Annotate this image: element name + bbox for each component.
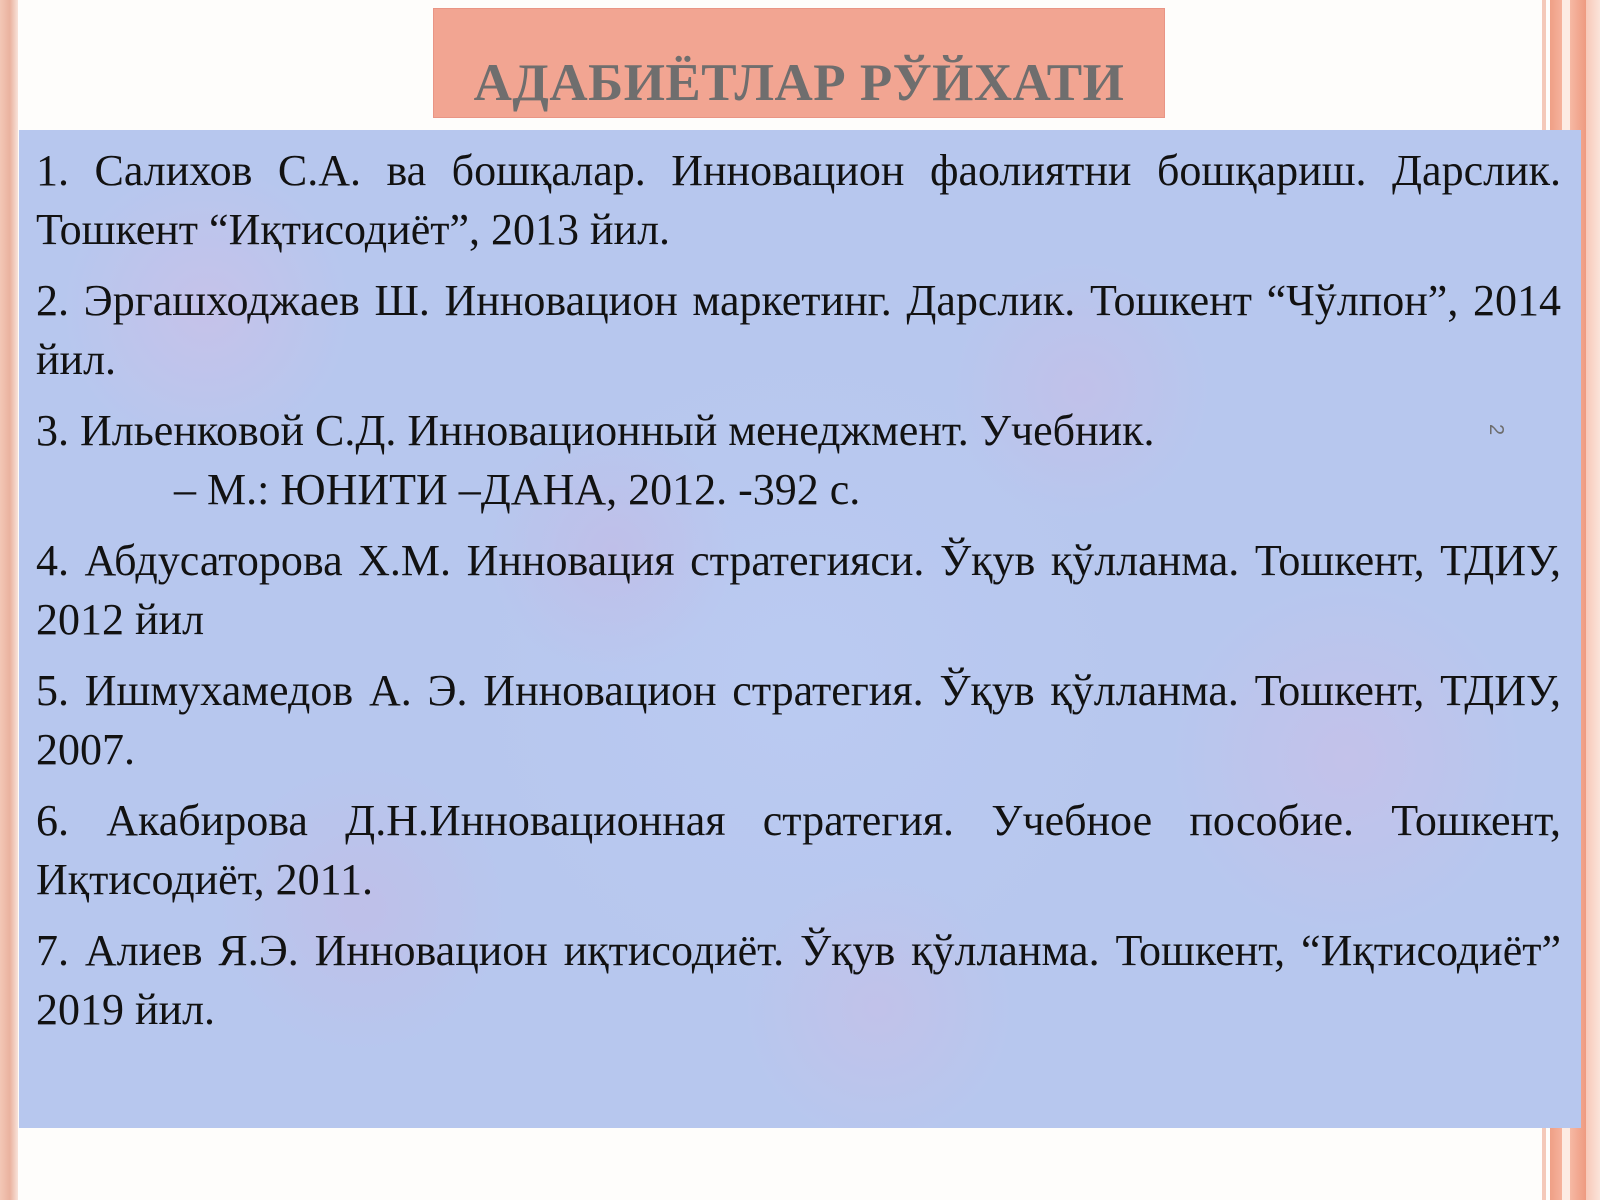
reference-text: 4. Абдусаторова Х.М. Инновация стратегияси. Ўқув қўлланма. Тошкент, ТДИУ, 2012 йил: [36, 536, 1561, 644]
left-decorative-stripe: [0, 0, 18, 1200]
slide-title: АДАБИЁТЛАР РЎЙХАТИ: [473, 54, 1125, 112]
reference-text: 7. Алиев Я.Э. Инновацион иқтисодиёт. Ўқув қўлланма. Тошкент, “Иқтисодиёт” 2019 йил.: [36, 926, 1561, 1034]
reference-item: [36, 661, 1561, 779]
reference-item: [36, 401, 1561, 519]
title-box: [433, 8, 1165, 118]
reference-item: [36, 271, 1561, 389]
reference-item: [36, 531, 1561, 649]
slide-number: 2: [1485, 423, 1508, 436]
reference-list: [36, 141, 1561, 1051]
reference-text: 3. Ильенковой С.Д. Инновационный менеджмент. Учебник.: [36, 406, 1155, 455]
reference-text: 5. Ишмухамедов А. Э. Инновацион стратегия. Ўқув қўлланма. Тошкент, ТДИУ, 2007.: [36, 666, 1561, 774]
reference-text: 2. Эргашходжаев Ш. Инновацион маркетинг. Дарслик. Тошкент “Чўлпон”, 2014 йил.: [36, 276, 1561, 384]
reference-item: [36, 791, 1561, 909]
reference-continuation: – М.: ЮНИТИ –ДАНА, 2012. -392 с.: [174, 465, 861, 514]
reference-text: 1. Салихов С.А. ва бошқалар. Инновацион фаолиятни бошқариш. Дарслик. Тошкент “Иқтисодиёт”, 2013 йил.: [36, 146, 1561, 254]
reference-text: 6. Акабирова Д.Н.Инновационная стратегия. Учебное пособие. Тошкент, Иқтисодиёт, 2011.: [36, 796, 1561, 904]
reference-item: [36, 921, 1561, 1039]
reference-item: [36, 141, 1561, 259]
